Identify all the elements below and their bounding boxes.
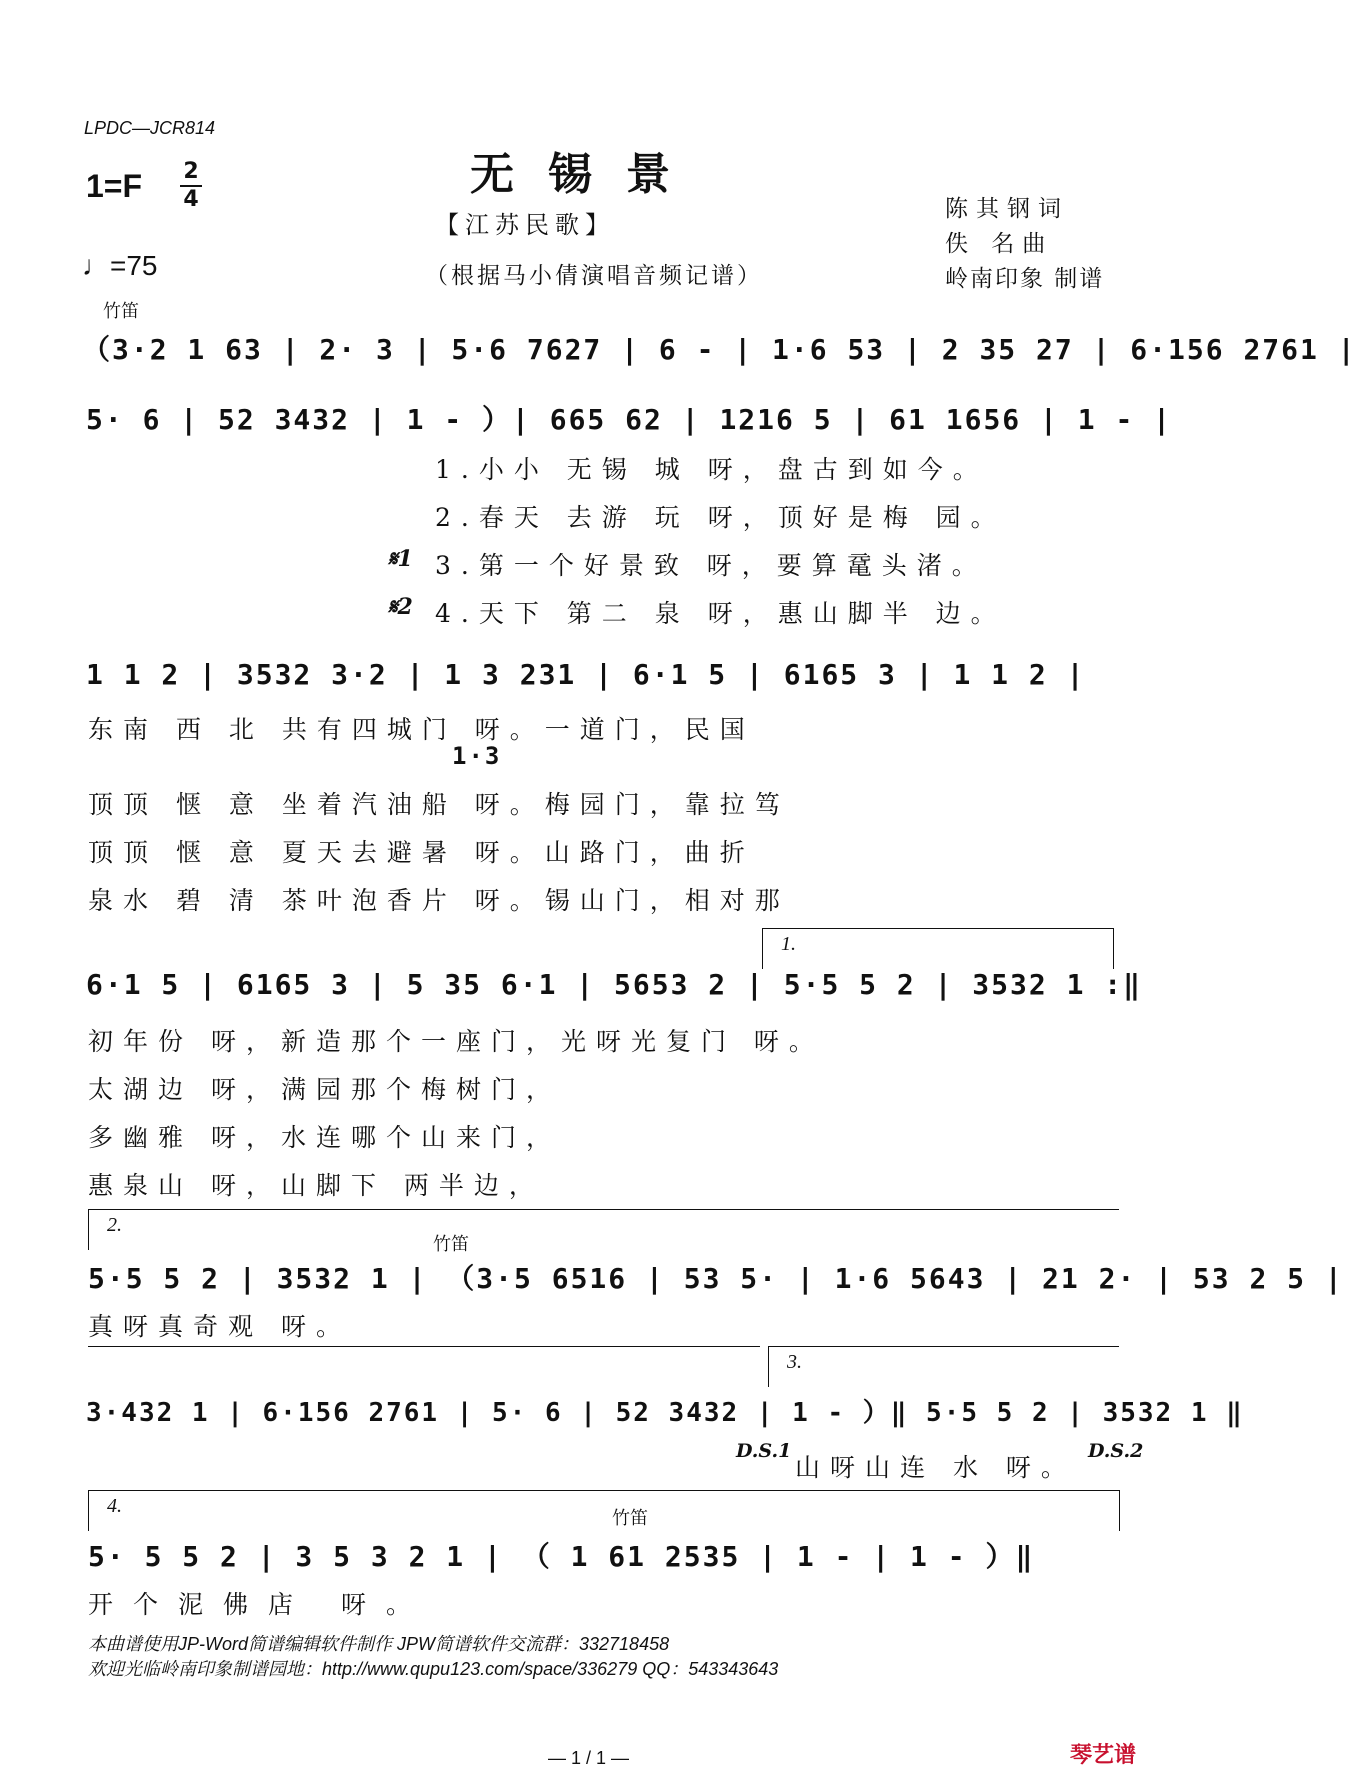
ds2-mark: D.S.2: [1088, 1440, 1144, 1462]
volta-1: [762, 928, 1114, 969]
source-note: （根据马小倩演唱音频记谱）: [425, 263, 763, 289]
time-bottom: 4: [183, 187, 199, 212]
arranger: 岭南印象 制谱: [945, 266, 1105, 292]
ds1-mark: D.S.1: [736, 1440, 792, 1462]
notation-line-5: 5·5 5 2 | 3532 1 | （3·5 6516 | 53 5· | 1·6 5643 | 21 2· | 53 2 5 |: [88, 1262, 1344, 1295]
lyric-3b: 顶顶 惬 意 坐着汽油船 呀。梅园门，靠拉笃: [88, 790, 790, 819]
notation-line-6: 3·432 1 | 6·156 2761 | 5· 6 | 52 3432 | 1 - ）‖ 5·5 5 2 | 3532 1 ‖: [86, 1398, 1244, 1428]
score-title: 无锡景: [470, 149, 704, 200]
footer-line-2: 欢迎光临岭南印象制谱园地：http://www.qupu123.com/space/336279 QQ：543343643: [88, 1659, 779, 1679]
volta-3-label: 3.: [787, 1351, 802, 1373]
lyric-4d: 惠泉山 呀，山脚下 两半边，: [88, 1171, 544, 1200]
verse-4: 4.天下 第二 泉 呀，惠山脚半 边。: [435, 599, 1006, 628]
volta-2-label: 2.: [107, 1214, 122, 1236]
lyric-4b: 太湖边 呀，满园那个梅树门，: [88, 1075, 561, 1104]
lyric-3d: 泉水 碧 清 茶叶泡香片 呀。锡山门，相对那: [88, 886, 790, 915]
notation-line-4: 6·1 5 | 6165 3 | 5 35 6·1 | 5653 2 | 5·5 5 2 | 3532 1 :‖: [86, 968, 1143, 1001]
score-code: LPDC—JCR814: [84, 118, 216, 138]
lyric-3c: 顶顶 惬 意 夏天去避暑 呀。山路门，曲折: [88, 838, 755, 867]
notation-line-7: 5· 5 5 2 | 3 5 3 2 1 | （ 1 61 2535 | 1 - | 1 - ）‖: [88, 1540, 1035, 1573]
lyric-7: 开个泥佛店 呀。: [88, 1590, 431, 1619]
lyricist: 陈其钢词: [945, 196, 1069, 222]
key-signature: 1=F: [86, 168, 143, 204]
volta-4-label: 4.: [107, 1495, 122, 1517]
alt-notes: 1·3: [452, 742, 502, 770]
segno-2: 𝄋2: [388, 594, 413, 620]
notation-line-3: 1 1 2 | 3532 3·2 | 1 3 231 | 6·1 5 | 6165 3 | 1 1 2 |: [86, 658, 1086, 691]
notation-line-1: （3·2 1 63 | 2· 3 | 5·6 7627 | 6 - | 1·6 53 | 2 35 27 | 6·156 2761 |: [82, 333, 1357, 366]
lyric-4c: 多幽雅 呀，水连哪个山来门，: [88, 1123, 561, 1152]
instrument-label-2: 竹笛: [433, 1234, 469, 1255]
page-number: — 1 / 1 —: [548, 1748, 630, 1768]
volta-3: [768, 1346, 1119, 1387]
lyric-4a: 初年份 呀，新造那个一座门，光呀光复门 呀。: [88, 1027, 824, 1056]
volta-4: [88, 1490, 1120, 1531]
site-logo: 琴艺谱: [1070, 1743, 1137, 1768]
composer: 佚 名曲: [945, 231, 1054, 257]
verse-1: 1.小小 无锡 城 呀，盘古到如今。: [435, 455, 988, 484]
lyric-6: 山呀山连 水 呀。: [795, 1453, 1076, 1482]
segno-1: 𝄋1: [388, 546, 413, 572]
volta-2: [88, 1209, 1119, 1250]
verse-3: 3.第一个好景致 呀，要算鼋头渚。: [435, 551, 987, 580]
volta-1-label: 1.: [781, 933, 796, 955]
time-top: 2: [183, 159, 199, 184]
time-signature: [180, 160, 202, 212]
notation-line-2: 5· 6 | 52 3432 | 1 - ）| 665 62 | 1216 5 | 61 1656 | 1 - |: [86, 403, 1173, 436]
instrument-label: 竹笛: [103, 301, 139, 322]
lyric-5: 真呀真奇观 呀。: [88, 1312, 351, 1341]
subtitle: 【江苏民歌】: [435, 211, 615, 239]
tempo: ♩=75: [82, 250, 158, 281]
verse-2: 2.春天 去游 玩 呀，顶好是梅 园。: [435, 503, 1006, 532]
instrument-label-3: 竹笛: [612, 1508, 648, 1529]
lyric-3a: 东南 西 北 共有四城门 呀。一道门，民国: [88, 715, 755, 744]
footer-line-1: 本曲谱使用JP-Word简谱编辑软件制作 JPW简谱软件交流群：332718458: [88, 1634, 670, 1654]
